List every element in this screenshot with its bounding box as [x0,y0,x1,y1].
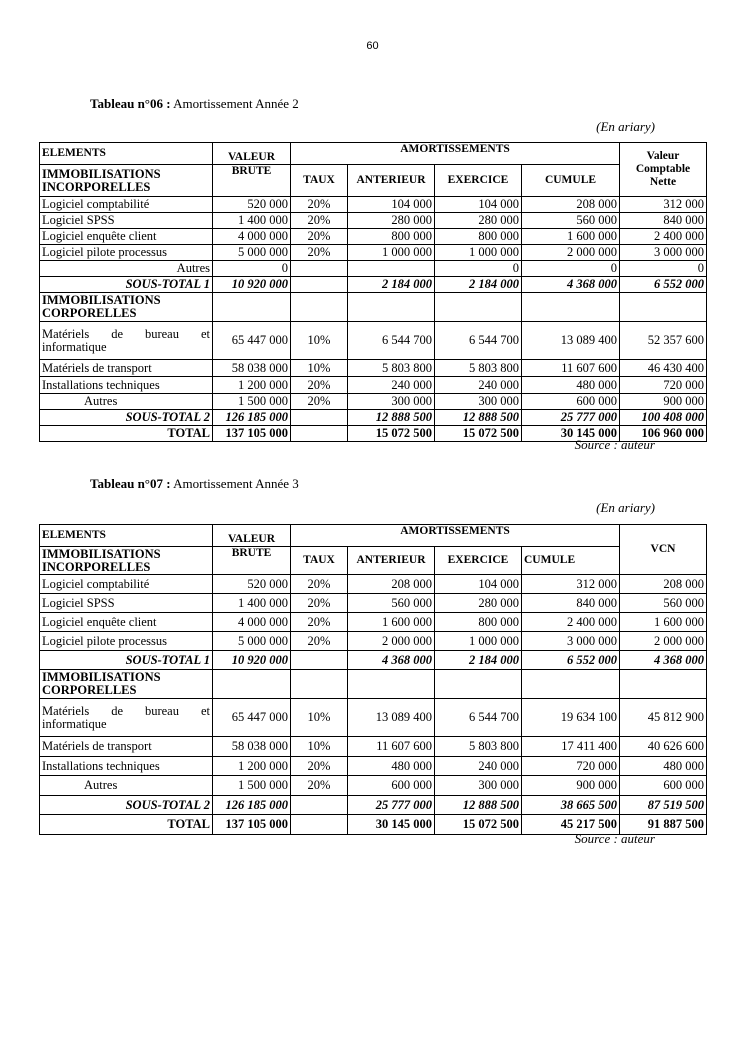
unit-note: (En ariary) [596,119,655,134]
cell-cumule: 900 000 [522,776,620,796]
cell-cumule: 3 000 000 [522,632,620,651]
table-row [40,776,707,796]
table-row [40,394,707,410]
header-elements: ELEMENTS [40,143,213,165]
header-amortissements: AMORTISSEMENTS [291,525,620,547]
caption-title: Amortissement Année 3 [173,476,299,491]
cell-exercice: 104 000 [435,575,522,594]
row-label: Logiciel enquête client [40,229,213,245]
cell-taux [291,277,348,293]
cell-vcn: 0 [620,261,707,277]
cell-anterieur: 280 000 [348,213,435,229]
cell-cumule: 38 665 500 [522,796,620,815]
table-row [40,377,707,394]
table-row [40,699,707,737]
cell-exercice: 6 544 700 [435,699,522,737]
cell-brute: 4 000 000 [213,229,291,245]
category-label: IMMOBILISATIONS INCORPORELLES [40,165,213,197]
cell-anterieur: 30 145 000 [348,815,435,835]
cell-vcn: 208 000 [620,575,707,594]
cell-vcn: 720 000 [620,377,707,394]
cell-brute: 137 105 000 [213,815,291,835]
subtotal-label: SOUS-TOTAL 1 [40,651,213,670]
cell-brute: 5 000 000 [213,245,291,261]
caption-prefix: Tableau n°07 : [90,476,171,491]
subtotal-row [40,410,707,426]
cell-cumule: 840 000 [522,594,620,613]
subtotal-row [40,277,707,293]
cell-exercice: 6 544 700 [435,322,522,360]
table-caption [90,96,299,112]
cell-brute: 520 000 [213,575,291,594]
cell-cumule: 25 777 000 [522,410,620,426]
row-label: Logiciel comptabilité [40,197,213,213]
header-anterieur: ANTERIEUR [348,165,435,197]
cell-cumule: 4 368 000 [522,277,620,293]
cell-vcn: 560 000 [620,594,707,613]
header-elements: ELEMENTS [40,525,213,547]
cell-anterieur: 300 000 [348,394,435,410]
cell-brute: 58 038 000 [213,737,291,757]
cell-cumule: 208 000 [522,197,620,213]
cell-cumule: 1 600 000 [522,229,620,245]
cell-anterieur: 4 368 000 [348,651,435,670]
cell-anterieur: 208 000 [348,575,435,594]
amortization-table [39,142,707,442]
subtotal-label: SOUS-TOTAL 2 [40,796,213,815]
cell-taux [291,261,348,277]
cell-taux [291,796,348,815]
cell-brute: 137 105 000 [213,426,291,442]
cell-taux: 20% [291,377,348,394]
cell-cumule: 720 000 [522,757,620,776]
cell-exercice: 800 000 [435,613,522,632]
cell-anterieur: 13 089 400 [348,699,435,737]
cell-vcn: 4 368 000 [620,651,707,670]
header-exercice: EXERCICE [435,165,522,197]
cell-exercice: 240 000 [435,377,522,394]
subtotal-row [40,651,707,670]
cell-exercice: 280 000 [435,213,522,229]
cell-taux: 20% [291,757,348,776]
cell-taux [291,651,348,670]
cell-vcn: 480 000 [620,757,707,776]
category-row [40,670,707,699]
table-row [40,213,707,229]
table-row [40,360,707,377]
cell-brute: 10 920 000 [213,277,291,293]
cell-vcn: 52 357 600 [620,322,707,360]
cell-taux: 20% [291,229,348,245]
row-label: Installations techniques [40,757,213,776]
cell-vcn: 91 887 500 [620,815,707,835]
cell-anterieur: 2 184 000 [348,277,435,293]
subtotal-row [40,796,707,815]
cell-brute: 4 000 000 [213,613,291,632]
cell-anterieur: 104 000 [348,197,435,213]
table-row [40,737,707,757]
amortization-table [39,524,707,835]
cell-brute: 520 000 [213,197,291,213]
cell-exercice: 12 888 500 [435,410,522,426]
cell-cumule: 560 000 [522,213,620,229]
cell-taux: 20% [291,613,348,632]
table-row [40,575,707,594]
table-row [40,757,707,776]
cell-cumule: 2 000 000 [522,245,620,261]
cell-cumule: 312 000 [522,575,620,594]
header-taux: TAUX [291,547,348,575]
row-label: Autres [40,261,213,277]
cell-exercice: 240 000 [435,757,522,776]
cell-taux: 20% [291,575,348,594]
header-valeur: VALEUR [213,143,291,165]
category-label: IMMOBILISATIONS CORPORELLES [40,293,213,322]
cell-vcn: 6 552 000 [620,277,707,293]
cell-anterieur: 600 000 [348,776,435,796]
cell-brute: 65 447 000 [213,322,291,360]
row-label: Matériels de transport [40,360,213,377]
header-exercice: EXERCICE [435,547,522,575]
cell-taux [291,815,348,835]
cell-brute: 126 185 000 [213,796,291,815]
row-label: Logiciel comptabilité [40,575,213,594]
cell-cumule: 13 089 400 [522,322,620,360]
row-label: Matériels de transport [40,737,213,757]
cell-taux: 20% [291,197,348,213]
cell-brute: 5 000 000 [213,632,291,651]
cell-cumule: 480 000 [522,377,620,394]
cell-cumule: 0 [522,261,620,277]
total-label: TOTAL [40,426,213,442]
cell-vcn: 900 000 [620,394,707,410]
cell-vcn: 2 400 000 [620,229,707,245]
cell-cumule: 45 217 500 [522,815,620,835]
cell-taux: 10% [291,699,348,737]
cell-anterieur: 25 777 000 [348,796,435,815]
cell-exercice: 800 000 [435,229,522,245]
row-label: Installations techniques [40,377,213,394]
cell-exercice: 2 184 000 [435,277,522,293]
subtotal-label: SOUS-TOTAL 1 [40,277,213,293]
header-brute: BRUTE [213,547,291,575]
cell-exercice: 15 072 500 [435,426,522,442]
cell-anterieur [348,261,435,277]
cell-vcn: 3 000 000 [620,245,707,261]
cell-taux: 20% [291,632,348,651]
table-row [40,245,707,261]
cell-anterieur: 480 000 [348,757,435,776]
page-number: 60 [366,40,379,52]
row-label: Logiciel pilote processus [40,632,213,651]
cell-vcn: 600 000 [620,776,707,796]
cell-anterieur: 15 072 500 [348,426,435,442]
row-label: Matériels de bureau et informatique [40,322,213,360]
source-note: Source : auteur [574,437,655,452]
cell-exercice: 0 [435,261,522,277]
cell-cumule: 6 552 000 [522,651,620,670]
cell-taux [291,426,348,442]
cell-vcn: 87 519 500 [620,796,707,815]
cell-exercice: 15 072 500 [435,815,522,835]
cell-taux: 20% [291,213,348,229]
table-row [40,229,707,245]
cell-cumule: 19 634 100 [522,699,620,737]
source-note: Source : auteur [574,831,655,846]
cell-anterieur: 11 607 600 [348,737,435,757]
cell-vcn: 106 960 000 [620,426,707,442]
row-label: Logiciel SPSS [40,213,213,229]
row-label: Logiciel SPSS [40,594,213,613]
category-row [40,293,707,322]
row-label: Autres [40,394,213,410]
total-label: TOTAL [40,815,213,835]
cell-exercice: 2 184 000 [435,651,522,670]
header-amortissements: AMORTISSEMENTS [291,143,620,165]
cell-anterieur: 2 000 000 [348,632,435,651]
cell-brute: 1 200 000 [213,377,291,394]
cell-cumule: 2 400 000 [522,613,620,632]
cell-anterieur: 6 544 700 [348,322,435,360]
cell-taux [291,410,348,426]
header-taux: TAUX [291,165,348,197]
cell-taux: 10% [291,360,348,377]
header-anterieur: ANTERIEUR [348,547,435,575]
row-label: Logiciel pilote processus [40,245,213,261]
header-valeur: VALEUR [213,525,291,547]
cell-vcn: 840 000 [620,213,707,229]
cell-exercice: 1 000 000 [435,245,522,261]
cell-brute: 1 400 000 [213,594,291,613]
cell-exercice: 300 000 [435,394,522,410]
subtotal-label: SOUS-TOTAL 2 [40,410,213,426]
cell-anterieur: 560 000 [348,594,435,613]
table-row [40,197,707,213]
cell-anterieur: 12 888 500 [348,410,435,426]
cell-vcn: 46 430 400 [620,360,707,377]
cell-brute: 1 500 000 [213,776,291,796]
caption-title: Amortissement Année 2 [173,96,299,111]
cell-brute: 10 920 000 [213,651,291,670]
cell-taux: 20% [291,245,348,261]
cell-vcn: 312 000 [620,197,707,213]
category-label: IMMOBILISATIONS CORPORELLES [40,670,213,699]
cell-cumule: 600 000 [522,394,620,410]
cell-cumule: 30 145 000 [522,426,620,442]
table-row [40,594,707,613]
cell-exercice: 1 000 000 [435,632,522,651]
cell-exercice: 280 000 [435,594,522,613]
cell-taux: 20% [291,776,348,796]
table-caption [90,476,299,492]
cell-exercice: 300 000 [435,776,522,796]
cell-taux: 20% [291,394,348,410]
row-label: Logiciel enquête client [40,613,213,632]
category-label: IMMOBILISATIONS INCORPORELLES [40,547,213,575]
cell-cumule: 17 411 400 [522,737,620,757]
table-row [40,322,707,360]
cell-vcn: 1 600 000 [620,613,707,632]
table-row [40,261,707,277]
cell-vcn: 45 812 900 [620,699,707,737]
table-row [40,632,707,651]
caption-prefix: Tableau n°06 : [90,96,171,111]
cell-brute: 0 [213,261,291,277]
cell-brute: 1 500 000 [213,394,291,410]
header-cumule: CUMULE [522,547,620,575]
unit-note: (En ariary) [596,500,655,515]
cell-vcn: 100 408 000 [620,410,707,426]
table-row [40,613,707,632]
cell-brute: 1 400 000 [213,213,291,229]
cell-exercice: 5 803 800 [435,360,522,377]
cell-anterieur: 5 803 800 [348,360,435,377]
row-label: Matériels de bureau et informatique [40,699,213,737]
cell-exercice: 5 803 800 [435,737,522,757]
cell-anterieur: 800 000 [348,229,435,245]
row-label: Autres [40,776,213,796]
cell-anterieur: 240 000 [348,377,435,394]
cell-vcn: 40 626 600 [620,737,707,757]
cell-taux: 10% [291,737,348,757]
cell-anterieur: 1 000 000 [348,245,435,261]
cell-exercice: 12 888 500 [435,796,522,815]
cell-brute: 1 200 000 [213,757,291,776]
cell-vcn: 2 000 000 [620,632,707,651]
cell-taux: 20% [291,594,348,613]
cell-brute: 65 447 000 [213,699,291,737]
cell-brute: 126 185 000 [213,410,291,426]
cell-taux: 10% [291,322,348,360]
header-brute: BRUTE [213,165,291,197]
header-vcn: VCN [620,525,707,575]
cell-exercice: 104 000 [435,197,522,213]
cell-cumule: 11 607 600 [522,360,620,377]
cell-brute: 58 038 000 [213,360,291,377]
cell-anterieur: 1 600 000 [348,613,435,632]
header-cumule: CUMULE [522,165,620,197]
header-vcn: Valeur Comptable Nette [620,143,707,197]
